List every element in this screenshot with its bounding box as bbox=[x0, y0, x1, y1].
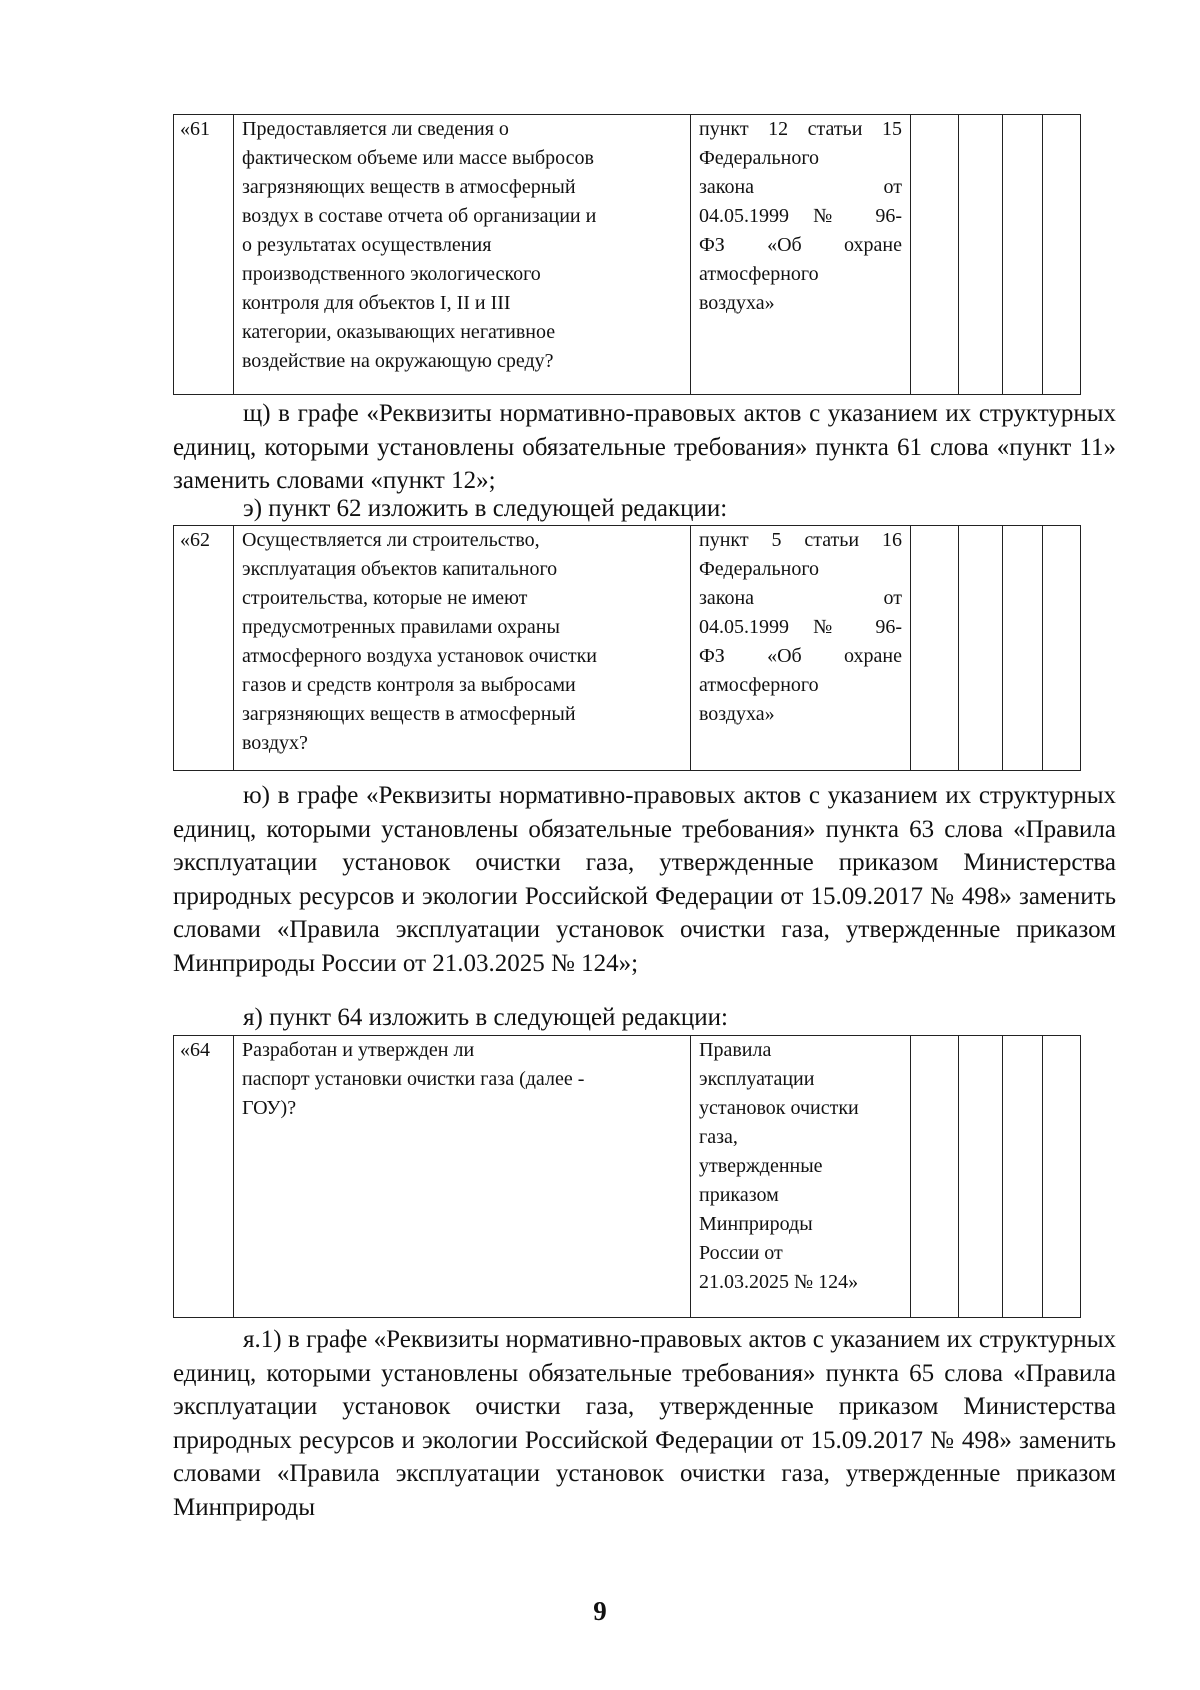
note-cell[interactable] bbox=[1043, 526, 1081, 771]
note-cell[interactable] bbox=[1043, 115, 1081, 395]
amendment-intro-ya: я) пункт 64 изложить в следующей редакции: bbox=[243, 1004, 728, 1031]
amendment-paragraph-ya1: я.1) в графе «Реквизиты нормативно-правовых актов с указанием их структурных единиц, которыми установлены обязательные требования» пункта 65 слова «Правила эксплуатации установок очистки газа, утвержденные приказом Министерства природных ресурсов и экологии Российской Федерации от 15.09.2017 № 498» заменить словами «Правила эксплуатации установок очистки газа, утвержденные приказом Минприроды bbox=[173, 1326, 1116, 1521]
legal-act-reference: Правила эксплуатации установок очистки газа, утвержденные приказом Минприроды России от 21.03.2025 № 124» bbox=[691, 1036, 911, 1318]
answer-cell-no[interactable] bbox=[959, 1036, 1003, 1318]
answer-cell-na[interactable] bbox=[1003, 1036, 1043, 1318]
answer-cell-yes[interactable] bbox=[911, 1036, 959, 1318]
requirement-table-61 bbox=[173, 114, 1081, 395]
answer-cell-no[interactable] bbox=[959, 526, 1003, 771]
answer-cell-na[interactable] bbox=[1003, 115, 1043, 395]
answer-cell-yes[interactable] bbox=[911, 526, 959, 771]
row-number: «62 bbox=[174, 526, 234, 771]
page-number: 9 bbox=[593, 1596, 607, 1626]
note-cell[interactable] bbox=[1043, 1036, 1081, 1318]
row-number: «61 bbox=[174, 115, 234, 395]
row-number: «64 bbox=[174, 1036, 234, 1318]
requirement-question: Предоставляется ли сведения о фактическом объеме или массе выбросов загрязняющих веществ в атмосферный воздух в составе отчета об организации и о результатах осуществления производственного экологического контроля для объектов I, II и III категории, оказывающих негативное воздействие на окружающую среду? bbox=[234, 115, 691, 395]
requirement-table-62 bbox=[173, 525, 1081, 771]
table-row bbox=[174, 1036, 1081, 1318]
amendment-paragraph-shch: щ) в графе «Реквизиты нормативно-правовых актов с указанием их структурных единиц, которыми установлены обязательные требования» пункта 61 слова «пункт 11» заменить словами «пункт 12»; bbox=[173, 400, 1116, 494]
requirement-question: Осуществляется ли строительство, эксплуатация объектов капитального строительства, которые не имеют предусмотренных правилами охраны атмосферного воздуха установок очистки газов и средств контроля за выбросами загрязняющих веществ в атмосферный воздух? bbox=[234, 526, 691, 771]
legal-act-reference: пункт 12 статьи 15 Федерального закона от 04.05.1999 № 96- ФЗ «Об охране атмосферного воздуха» bbox=[691, 115, 911, 395]
requirement-table-64 bbox=[173, 1035, 1081, 1318]
table-row bbox=[174, 115, 1081, 395]
answer-cell-yes[interactable] bbox=[911, 115, 959, 395]
table-row bbox=[174, 526, 1081, 771]
legal-act-reference: пункт 5 статьи 16 Федерального закона от 04.05.1999 № 96- ФЗ «Об охране атмосферного воздуха» bbox=[691, 526, 911, 771]
amendment-intro-e: э) пункт 62 изложить в следующей редакции: bbox=[243, 495, 728, 522]
amendment-paragraph-yu: ю) в графе «Реквизиты нормативно-правовых актов с указанием их структурных единиц, которыми установлены обязательные требования» пункта 63 слова «Правила эксплуатации установок очистки газа, утвержденные приказом Министерства природных ресурсов и экологии Российской Федерации от 15.09.2017 № 498» заменить словами «Правила эксплуатации установок очистки газа, утвержденные приказом Минприроды России от 21.03.2025 № 124»; bbox=[173, 782, 1116, 977]
requirement-question: Разработан и утвержден ли паспорт установки очистки газа (далее - ГОУ)? bbox=[234, 1036, 691, 1318]
answer-cell-no[interactable] bbox=[959, 115, 1003, 395]
answer-cell-na[interactable] bbox=[1003, 526, 1043, 771]
